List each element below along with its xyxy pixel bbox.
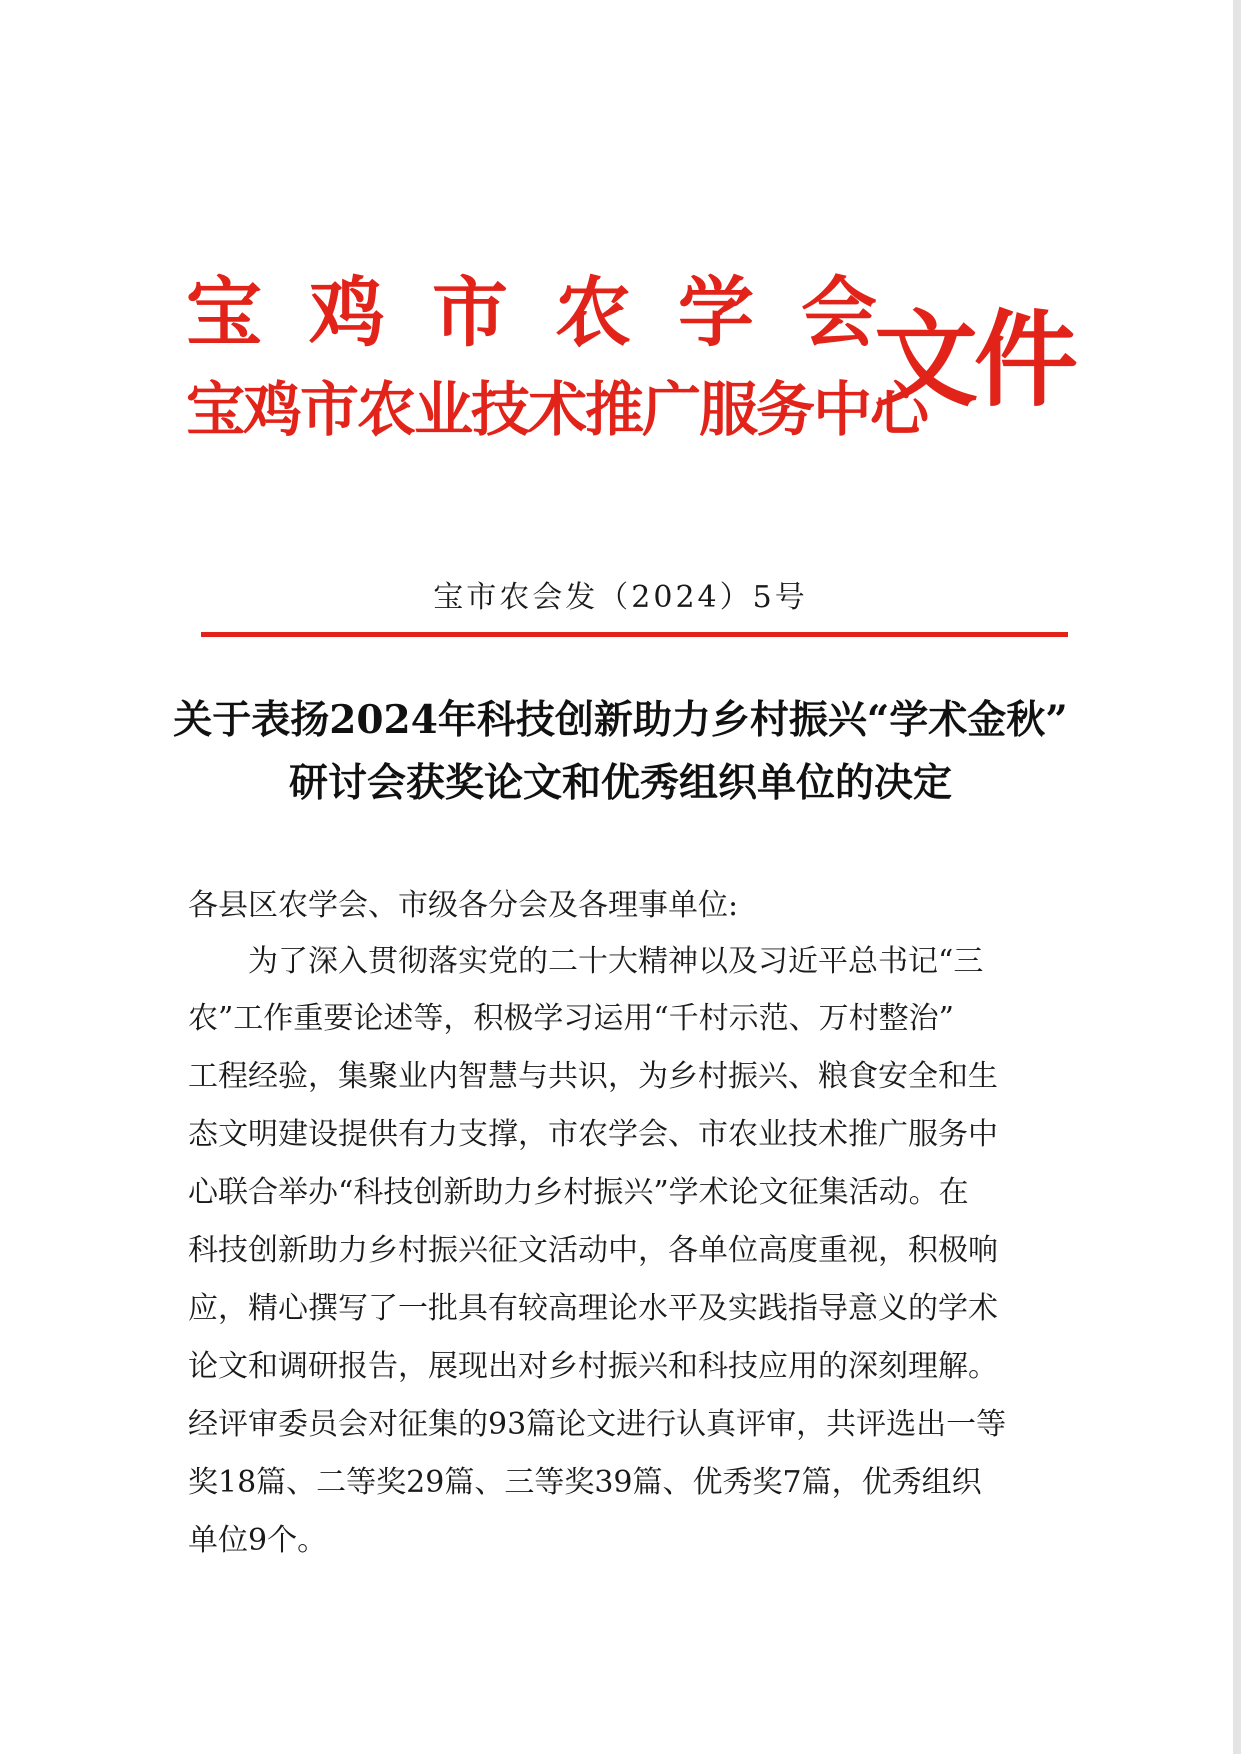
issuer-name-1: 宝鸡市农学会 xyxy=(186,268,924,357)
body-line: 态文明建设提供有力支撑，市农学会、市农业技术推广服务中 xyxy=(188,1117,998,1152)
body-line: 心联合举办“科技创新助力乡村振兴”学术论文征集活动。在 xyxy=(188,1175,969,1210)
body-line: 经评审委员会对征集的93篇论文进行认真评审，共评选出一等 xyxy=(188,1407,1007,1442)
document-number: 宝市农会发（2024）5号 xyxy=(433,580,808,615)
document-type-label: 文件 xyxy=(874,298,1075,421)
body-line: 农”工作重要论述等，积极学习运用“千村示范、万村整治” xyxy=(188,1001,955,1036)
page-edge xyxy=(1233,0,1241,1754)
body-line: 工程经验，集聚业内智慧与共识，为乡村振兴、粮食安全和生 xyxy=(188,1059,998,1094)
body-line: 科技创新助力乡村振兴征文活动中，各单位高度重视，积极响 xyxy=(188,1233,998,1268)
document-title-line-2: 研讨会获奖论文和优秀组织单位的决定 xyxy=(288,760,952,806)
body-line: 奖18篇、二等奖29篇、三等奖39篇、优秀奖7篇，优秀组织 xyxy=(188,1465,982,1500)
body-line: 单位9个。 xyxy=(188,1523,328,1558)
body-line: 为了深入贯彻落实党的二十大精神以及习近平总书记“三 xyxy=(188,944,984,979)
salutation: 各县区农学会、市级各分会及各理事单位: xyxy=(188,888,739,923)
red-divider xyxy=(201,632,1068,637)
issuer-name-2: 宝鸡市农业技术推广服务中心 xyxy=(186,375,928,444)
body-line: 应，精心撰写了一批具有较高理论水平及实践指导意义的学术 xyxy=(188,1291,998,1326)
body-line: 论文和调研报告，展现出对乡村振兴和科技应用的深刻理解。 xyxy=(188,1349,998,1384)
document-title-line-1: 关于表扬2024年科技创新助力乡村振兴“学术金秋” xyxy=(173,697,1068,743)
